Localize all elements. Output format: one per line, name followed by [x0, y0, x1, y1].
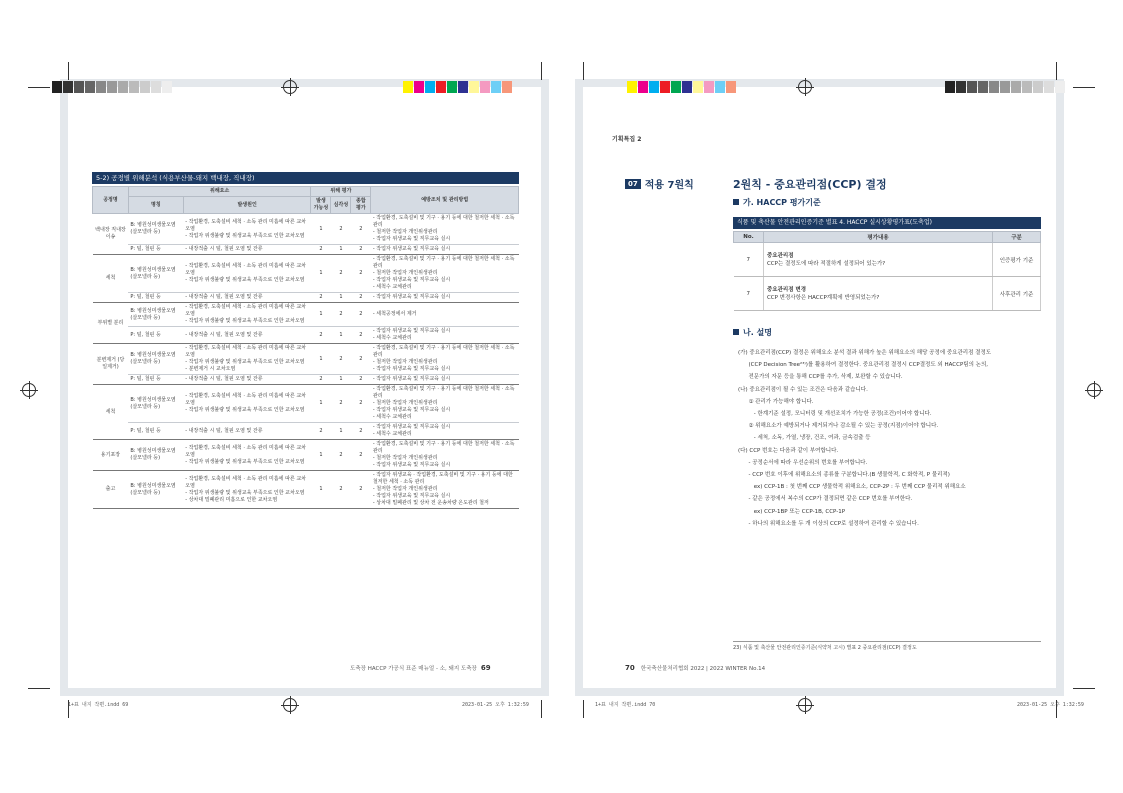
- overall-cell: 2: [351, 255, 371, 293]
- control-cell: - 작업환경, 도축설비 및 기구 · 용기 등에 대한 철저한 세척 · 소독 관리 - 철저한 작업자 개인위생관리 - 작업자 위생교육 및 직무교육 실시: [371, 344, 519, 375]
- severity-cell: 2: [331, 303, 351, 327]
- col-hazard-group: 위해요소: [128, 187, 311, 197]
- likelihood-cell: 1: [311, 303, 331, 327]
- crop-mark: [1073, 688, 1095, 689]
- control-cell: - 작업자 위생교육 · 작업환경, 도축설비 및 기구 · 용기 등에 대한 철저한 세척 · 소독 관리 - 철저한 작업자 개인위생관리 - 작업자 위생교육 및 직무교육 실시 - 상차대 밀폐관리 및 상차 전 운송차량 온도관리 철저: [371, 471, 519, 509]
- table-row: [93, 255, 519, 293]
- eval-content: [763, 277, 992, 311]
- process-cell: 부위별 분리: [93, 303, 129, 344]
- control-cell: - 작업자 위생교육 및 직무교육 실시: [371, 293, 519, 303]
- overall-cell: 2: [351, 344, 371, 375]
- likelihood-cell: 2: [311, 293, 331, 303]
- hazard-name-cell: B: 병원성미생물오염 (살모넬라 등): [128, 255, 183, 293]
- likelihood-cell: 1: [311, 471, 331, 509]
- explanation-line: ① 관리가 가능해야 합니다.: [738, 398, 814, 405]
- explanation-line: - 하나의 위해요소를 두 개 이상의 CCP로 설정하여 관리할 수 있습니다.: [738, 520, 919, 527]
- col-name: 명칭: [128, 197, 183, 214]
- registration-mark-icon: [22, 383, 36, 397]
- explanation-line: - 세척, 소독, 가열, 냉장, 건조, 여과, 금속검출 등: [738, 435, 871, 442]
- eval-content: [763, 243, 992, 277]
- cause-cell: - 내장적출 시 털, 철핀 오염 및 잔류: [183, 293, 311, 303]
- severity-cell: 1: [331, 327, 351, 344]
- crop-mark: [28, 688, 50, 689]
- control-cell: - 작업자 위생교육 및 직무교육 실시: [371, 245, 519, 255]
- col-cause: 발생원인: [183, 197, 311, 214]
- cause-cell: - 작업환경, 도축설비 세척 · 소독 관리 미흡에 따른 교차오염 - 작업자 위생불량 및 위생교육 부족으로 인한 교차오염 - 분변제거 시 교차오염: [183, 344, 311, 375]
- cause-cell: - 작업환경, 도축설비 세척 · 소독 관리 미흡에 따른 교차오염 - 작업자 위생불량 및 위생교육 부족으로 인한 교차오염: [183, 255, 311, 293]
- control-cell: - 작업환경, 도축설비 및 기구 · 용기 등에 대한 철저한 세척 · 소독 관리 - 철저한 작업자 개인위생관리 - 작업자 위생교육 및 직무교육 실시 - 세척수 교체관리: [371, 385, 519, 423]
- left-footer: [350, 664, 491, 672]
- likelihood-cell: 1: [311, 440, 331, 471]
- eval-type: 인증평가 기준: [993, 243, 1041, 277]
- slug-right: 1+표 내지 작편.indd 70: [595, 702, 656, 708]
- eval-item-desc: CCP 변경사항은 HACCP계획에 반영되었는가?: [766, 294, 880, 301]
- crop-mark: [583, 700, 584, 718]
- hazard-name-cell: P: 털, 철핀 등: [128, 375, 183, 385]
- eval-table: [733, 231, 1041, 311]
- severity-cell: 2: [331, 344, 351, 375]
- subheading-a-text: 가. HACCP 평가기준: [743, 198, 821, 207]
- registration-mark-icon: [798, 80, 812, 94]
- likelihood-cell: 2: [311, 245, 331, 255]
- severity-cell: 1: [331, 423, 351, 440]
- subheading-a: [733, 197, 821, 208]
- square-bullet-icon: [733, 329, 739, 335]
- col-severity: 심각성: [331, 197, 351, 214]
- table-row: [93, 214, 519, 245]
- hazard-name-cell: B: 병원성미생물오염 (살모넬라 등): [128, 303, 183, 327]
- subheading-b: [733, 327, 772, 338]
- eval-col-no: No.: [734, 232, 764, 243]
- table-row: [93, 423, 519, 440]
- overall-cell: 2: [351, 440, 371, 471]
- eval-no: 7: [734, 243, 764, 277]
- eval-col-type: 구분: [993, 232, 1041, 243]
- chapter-title: 적용 7원칙: [644, 180, 694, 191]
- eval-table-title: 식품 및 축산물 안전관리인증기준 별표 4. HACCP 실시상황평가표(도축업): [733, 217, 1041, 229]
- chapter-number: 07: [625, 179, 641, 189]
- footnote: 23) 식품 및 축산물 안전관리인증기준(식약처 고시) 별표 2 중요관리점(CCP) 결정도: [733, 641, 1041, 651]
- cause-cell: - 내장적출 시 털, 철핀 오염 및 잔류: [183, 375, 311, 385]
- severity-cell: 2: [331, 214, 351, 245]
- control-cell: - 작업환경, 도축설비 및 기구 · 용기 등에 대한 철저한 세척 · 소독 관리 - 철저한 작업자 개인위생관리 - 작업자 위생교육 및 직무교육 실시: [371, 214, 519, 245]
- left-footer-text: 도축장 HACCP 가공식 표준 매뉴얼 - 소, 돼지 도축장: [350, 666, 477, 672]
- explanation-line: (나) 중요관리점이 될 수 있는 조건은 다음과 같습니다.: [738, 386, 868, 393]
- right-page-number: 70: [625, 664, 635, 672]
- eval-item-desc: CCP는 결정도에 따라 적절하게 설정되어 있는가?: [766, 260, 886, 267]
- crop-mark: [1073, 87, 1095, 88]
- gray-color-bar-right: [945, 81, 1066, 93]
- control-cell: - 작업자 위생교육 및 직무교육 실시 - 세척수 교체관리: [371, 327, 519, 344]
- severity-cell: 1: [331, 375, 351, 385]
- cmyk-color-bar: [403, 81, 513, 93]
- registration-mark-icon: [283, 80, 297, 94]
- col-overall: 종합 평가: [351, 197, 371, 214]
- eval-item-title: 중요관리점: [766, 252, 794, 259]
- crop-mark: [1056, 62, 1057, 80]
- crop-mark: [583, 62, 584, 80]
- hazard-name-cell: P: 털, 철핀 등: [128, 245, 183, 255]
- left-page-number: 69: [480, 664, 491, 672]
- crop-mark: [68, 62, 69, 80]
- severity-cell: 1: [331, 245, 351, 255]
- likelihood-cell: 2: [311, 375, 331, 385]
- col-control: 예방조치 및 관리방법: [371, 187, 519, 214]
- eval-no: 7: [734, 277, 764, 311]
- table-row: [734, 277, 1041, 311]
- overall-cell: 2: [351, 245, 371, 255]
- control-cell: - 작업환경, 도축설비 및 기구 · 용기 등에 대한 철저한 세척 · 소독 관리 - 철저한 작업자 개인위생관리 - 작업자 위생교육 및 직무교육 실시 - 세척수 교체관리: [371, 255, 519, 293]
- explanation-line: (CCP Decision Tree²³⁾)를 활용하여 결정한다. 중요관리점 결정시 CCP결정도 외 HACCP팀의 논의,: [738, 362, 989, 369]
- cause-cell: - 작업환경, 도축설비 세척 · 소독 관리 미흡에 따른 교차오염 - 작업자 위생불량 및 위생교육 부족으로 인한 교차오염: [183, 214, 311, 245]
- overall-cell: 2: [351, 471, 371, 509]
- process-cell: 분변제거 (당일제거): [93, 344, 129, 385]
- cmyk-color-bar-right: [627, 81, 737, 93]
- eval-col-content: 평가내용: [763, 232, 992, 243]
- explanation-line: - 공정순서에 따라 우선순위의 번호를 부여합니다.: [738, 459, 868, 466]
- table-row: [93, 293, 519, 303]
- section-heading: 2원칙 - 중요관리점(CCP) 결정: [733, 178, 887, 191]
- square-bullet-icon: [733, 199, 739, 205]
- slug-left-date: 2023-01-25 오후 1:32:59: [462, 702, 529, 708]
- eval-item-title: 중요관리점 변경: [766, 286, 807, 293]
- overall-cell: 2: [351, 327, 371, 344]
- eval-type: 사후관리 기준: [993, 277, 1041, 311]
- table-row: [93, 327, 519, 344]
- slug-right-date: 2023-01-25 오후 1:32:59: [1017, 702, 1084, 708]
- overall-cell: 2: [351, 293, 371, 303]
- cause-cell: - 작업환경, 도축설비 세척 · 소독 관리 미흡에 따른 교차오염 - 작업자 위생불량 및 위생교육 부족으로 인한 교차오염: [183, 303, 311, 327]
- registration-mark-icon: [283, 698, 297, 712]
- explanation-line: 전문가의 자문 등을 통해 CCP를 추가, 삭제, 보완할 수 있습니다.: [738, 374, 903, 381]
- hazard-name-cell: B: 병원성미생물오염 (살모넬라 등): [128, 471, 183, 509]
- cause-cell: - 내장적출 시 털, 철핀 오염 및 잔류: [183, 245, 311, 255]
- control-cell: - 작업자 위생교육 및 직무교육 실시: [371, 375, 519, 385]
- table-row: [93, 385, 519, 423]
- process-cell: 용기포장: [93, 440, 129, 471]
- explanation-line: (다) CCP 번호는 다음과 같이 부여합니다.: [738, 447, 839, 454]
- likelihood-cell: 1: [311, 214, 331, 245]
- explanation-line: - CCP 번호 이후에 위해요소의 종류를 구분합니다.(B 생물학적, C 화학적, P 물리적): [738, 472, 950, 479]
- table-row: [93, 245, 519, 255]
- hazard-name-cell: B: 병원성미생물오염 (살모넬라 등): [128, 385, 183, 423]
- hazard-analysis-table: [92, 186, 519, 509]
- hazard-name-cell: P: 털, 철핀 등: [128, 293, 183, 303]
- hazard-name-cell: B: 병원성미생물오염 (살모넬라 등): [128, 344, 183, 375]
- process-cell: 출고: [93, 471, 129, 509]
- hazard-name-cell: B: 병원성미생물오염 (살모넬라 등): [128, 440, 183, 471]
- overall-cell: 2: [351, 214, 371, 245]
- explanation-line: (가) 중요관리점(CCP) 결정은 위해요소 분석 결과 위해가 높은 위해요소의 해당 공정에 중요관리점 결정도: [738, 350, 992, 356]
- explanation-line: - 같은 공정에서 복수의 CCP가 결정되면 같은 CCP 번호를 부여한다.: [738, 496, 913, 503]
- feature-label: 기획특집 2: [612, 136, 642, 143]
- table-row: [93, 471, 519, 509]
- explanation-line: ex) CCP-1BP 또는 CCP-1B, CCP-1P: [738, 508, 846, 515]
- right-footer-text: 한국축산물처리협회 2022 | 2022 WINTER No.14: [640, 666, 766, 672]
- explanation-text: [738, 347, 1038, 530]
- explanation-line: ② 위해요소가 예방되거나 제거되거나 감소될 수 있는 공정(지점)이어야 합니다.: [738, 423, 939, 430]
- cause-cell: - 내장적출 시 털, 철핀 오염 및 잔류: [183, 327, 311, 344]
- table-row: [93, 375, 519, 385]
- hazard-table-title: 5-2) 공정별 위해분석 (식용부산물-돼지 백내장, 직내장): [92, 172, 519, 184]
- cause-cell: - 작업환경, 도축설비 세척 · 소독 관리 미흡에 따른 교차오염 - 작업자 위생불량 및 위생교육 부족으로 인한 교차오염: [183, 385, 311, 423]
- overall-cell: 2: [351, 303, 371, 327]
- overall-cell: 2: [351, 375, 371, 385]
- likelihood-cell: 1: [311, 344, 331, 375]
- severity-cell: 2: [331, 385, 351, 423]
- likelihood-cell: 1: [311, 385, 331, 423]
- likelihood-cell: 1: [311, 255, 331, 293]
- col-process: 공정명: [93, 187, 129, 214]
- control-cell: - 세척공정에서 제거: [371, 303, 519, 327]
- table-row: [734, 243, 1041, 277]
- likelihood-cell: 2: [311, 327, 331, 344]
- severity-cell: 2: [331, 471, 351, 509]
- process-cell: 세척: [93, 255, 129, 303]
- explanation-line: - 한계기준 설정, 모니터링 및 개선조치가 가능한 공정(조건)이어야 합니다.: [738, 411, 932, 418]
- chapter-heading: [625, 176, 694, 191]
- cause-cell: - 작업환경, 도축설비 세척 · 소독 관리 미흡에 따른 교차오염 - 작업자 위생불량 및 위생교육 부족으로 인한 교차오염: [183, 440, 311, 471]
- process-cell: 세척: [93, 385, 129, 440]
- registration-mark-icon: [798, 698, 812, 712]
- overall-cell: 2: [351, 423, 371, 440]
- control-cell: - 작업환경, 도축설비 및 기구 · 용기 등에 대한 철저한 세척 · 소독 관리 - 철저한 작업자 개인위생관리 - 작업자 위생교육 및 직무교육 실시: [371, 440, 519, 471]
- severity-cell: 2: [331, 255, 351, 293]
- severity-cell: 1: [331, 293, 351, 303]
- cause-cell: - 작업환경, 도축설비 세척 · 소독 관리 미흡에 따른 교차오염 - 작업자 위생불량 및 위생교육 부족으로 인한 교차오염 - 상차대 밀폐관리 미흡으로 인한 교차오염: [183, 471, 311, 509]
- table-row: [93, 440, 519, 471]
- gray-color-bar: [52, 81, 173, 93]
- cause-cell: - 내장적출 시 털, 철핀 오염 및 잔류: [183, 423, 311, 440]
- table-row: [93, 344, 519, 375]
- crop-mark: [541, 700, 542, 718]
- control-cell: - 작업자 위생교육 및 직무교육 실시 - 세척수 교체관리: [371, 423, 519, 440]
- col-eval-group: 위해 평가: [311, 187, 371, 197]
- process-cell: 백내장 직내장 이송: [93, 214, 129, 255]
- explanation-line: ex) CCP-1B : 첫 번째 CCP 생물학적 위해요소, CCP-2P : 두 번째 CCP 물리적 위해요소: [738, 484, 966, 491]
- hazard-name-cell: P: 털, 철핀 등: [128, 423, 183, 440]
- likelihood-cell: 2: [311, 423, 331, 440]
- slug-left: 1+표 내지 작편.indd 69: [68, 702, 129, 708]
- crop-mark: [541, 62, 542, 80]
- severity-cell: 2: [331, 440, 351, 471]
- subheading-b-text: 나. 설명: [743, 328, 773, 337]
- overall-cell: 2: [351, 385, 371, 423]
- hazard-name-cell: P: 털, 철핀 등: [128, 327, 183, 344]
- hazard-name-cell: B: 병원성미생물오염 (살모넬라 등): [128, 214, 183, 245]
- crop-mark: [28, 87, 50, 88]
- table-row: [93, 303, 519, 327]
- registration-mark-icon: [1087, 383, 1101, 397]
- right-footer: [625, 664, 765, 672]
- col-likelihood: 발생 가능성: [311, 197, 331, 214]
